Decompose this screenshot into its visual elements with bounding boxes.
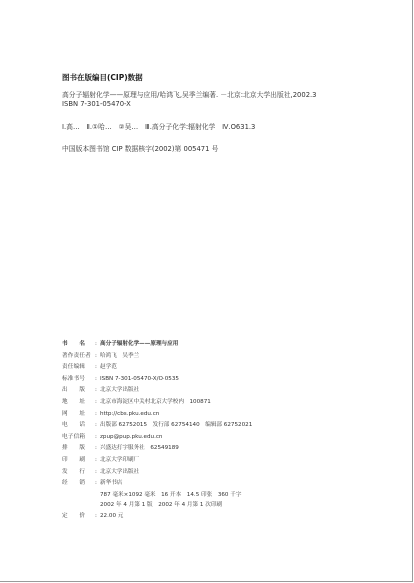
colophon-separator: : [95,445,97,452]
cip-title: 图书在版编目(CIP)数据 [62,73,143,82]
colophon-value: 北京市海淀区中关村北京大学校内 100871 [100,398,211,405]
colophon-value: 赵学范 [100,364,117,371]
colophon-label: 发 行 [62,468,86,475]
colophon-label: 责任编辑 [62,364,86,371]
colophon-row-address [62,397,362,409]
colophon-row-author [62,351,362,363]
colophon-row-distribution [62,467,362,479]
colophon-value: http://cbs.pku.edu.cn [100,410,160,417]
colophon-row-website [62,409,362,421]
colophon-label: 定 价 [62,512,86,519]
colophon-row-publisher [62,385,362,397]
cip-entry-line: 高分子辐射化学——原理与应用/哈鸿飞,吴季兰编著. －北京:北京大学出版社,2002.3 [62,91,317,99]
colophon-label: 地 址 [62,398,86,405]
cip-library-number: 中国版本图书馆 CIP 数据核字(2002)第 005471 号 [62,145,219,153]
colophon-label: 经 销 [62,480,86,487]
colophon-row-price [62,511,362,523]
colophon-value: 北京大学出版社 [100,468,140,475]
colophon-value: 北京大学出版社 [100,387,140,394]
colophon-row-isbn [62,374,362,386]
colophon-row-title [62,339,362,351]
colophon-separator: : [95,410,97,417]
colophon-row-typesetting [62,443,362,455]
colophon-separator: : [95,468,97,475]
colophon-separator: : [95,433,97,440]
colophon-separator: : [95,456,97,463]
colophon-label: 印 刷 [62,456,86,463]
colophon-value: 新华书店 [100,480,123,487]
colophon-separator: : [95,480,97,487]
colophon-label: 书 名 [62,341,86,347]
colophon-separator: : [95,341,97,347]
colophon [62,339,362,523]
colophon-label: 电 话 [62,422,86,429]
colophon-label: 标准书号 [62,375,86,382]
cip-classification: Ⅰ.高… Ⅱ.①哈… ②吴… Ⅲ.高分子化学:辐射化学 Ⅳ.O631.3 [62,123,256,131]
colophon-separator: : [95,387,97,394]
colophon-label: 网 址 [62,410,86,417]
colophon-format-text: 787 毫米×1092 毫米 16 开本 14.5 印张 360 千字 [100,491,242,498]
colophon-label: 出 版 [62,387,86,394]
colophon-edition [62,500,362,511]
colophon-separator: : [95,398,97,405]
colophon-separator: : [95,512,97,519]
colophon-row-phone [62,420,362,432]
colophon-edition-text: 2002 年 4 月第 1 版 2002 年 4 月第 1 次印刷 [100,502,223,509]
colophon-value: zpup@pup.pku.edu.cn [100,433,163,440]
colophon-separator: : [95,375,97,382]
colophon-row-editor [62,362,362,374]
cip-block [62,72,402,153]
colophon-value: 22.00 元 [100,512,124,519]
colophon-label: 著作责任者 [62,352,91,359]
colophon-value: 出版部 62752015 发行部 62754140 编辑部 62752021 [100,422,253,429]
colophon-value: ISBN 7-301-05470-X/O·0535 [100,375,179,382]
colophon-row-printing [62,455,362,467]
colophon-row-retail [62,478,362,490]
colophon-label: 排 版 [62,445,86,452]
colophon-separator: : [95,422,97,429]
colophon-value: 哈鸿飞 吴季兰 [100,352,140,359]
colophon-format [62,490,362,501]
colophon-label: 电子信箱 [62,433,86,440]
colophon-value: 兴盛达打字服务社 62549189 [100,445,179,452]
colophon-value: 北京大学印刷厂 [100,456,140,463]
colophon-value: 高分子辐射化学——原理与应用 [100,341,179,347]
cip-isbn: ISBN 7-301-05470-X [62,100,131,108]
colophon-row-email [62,432,362,444]
colophon-separator: : [95,364,97,371]
colophon-separator: : [95,352,97,359]
